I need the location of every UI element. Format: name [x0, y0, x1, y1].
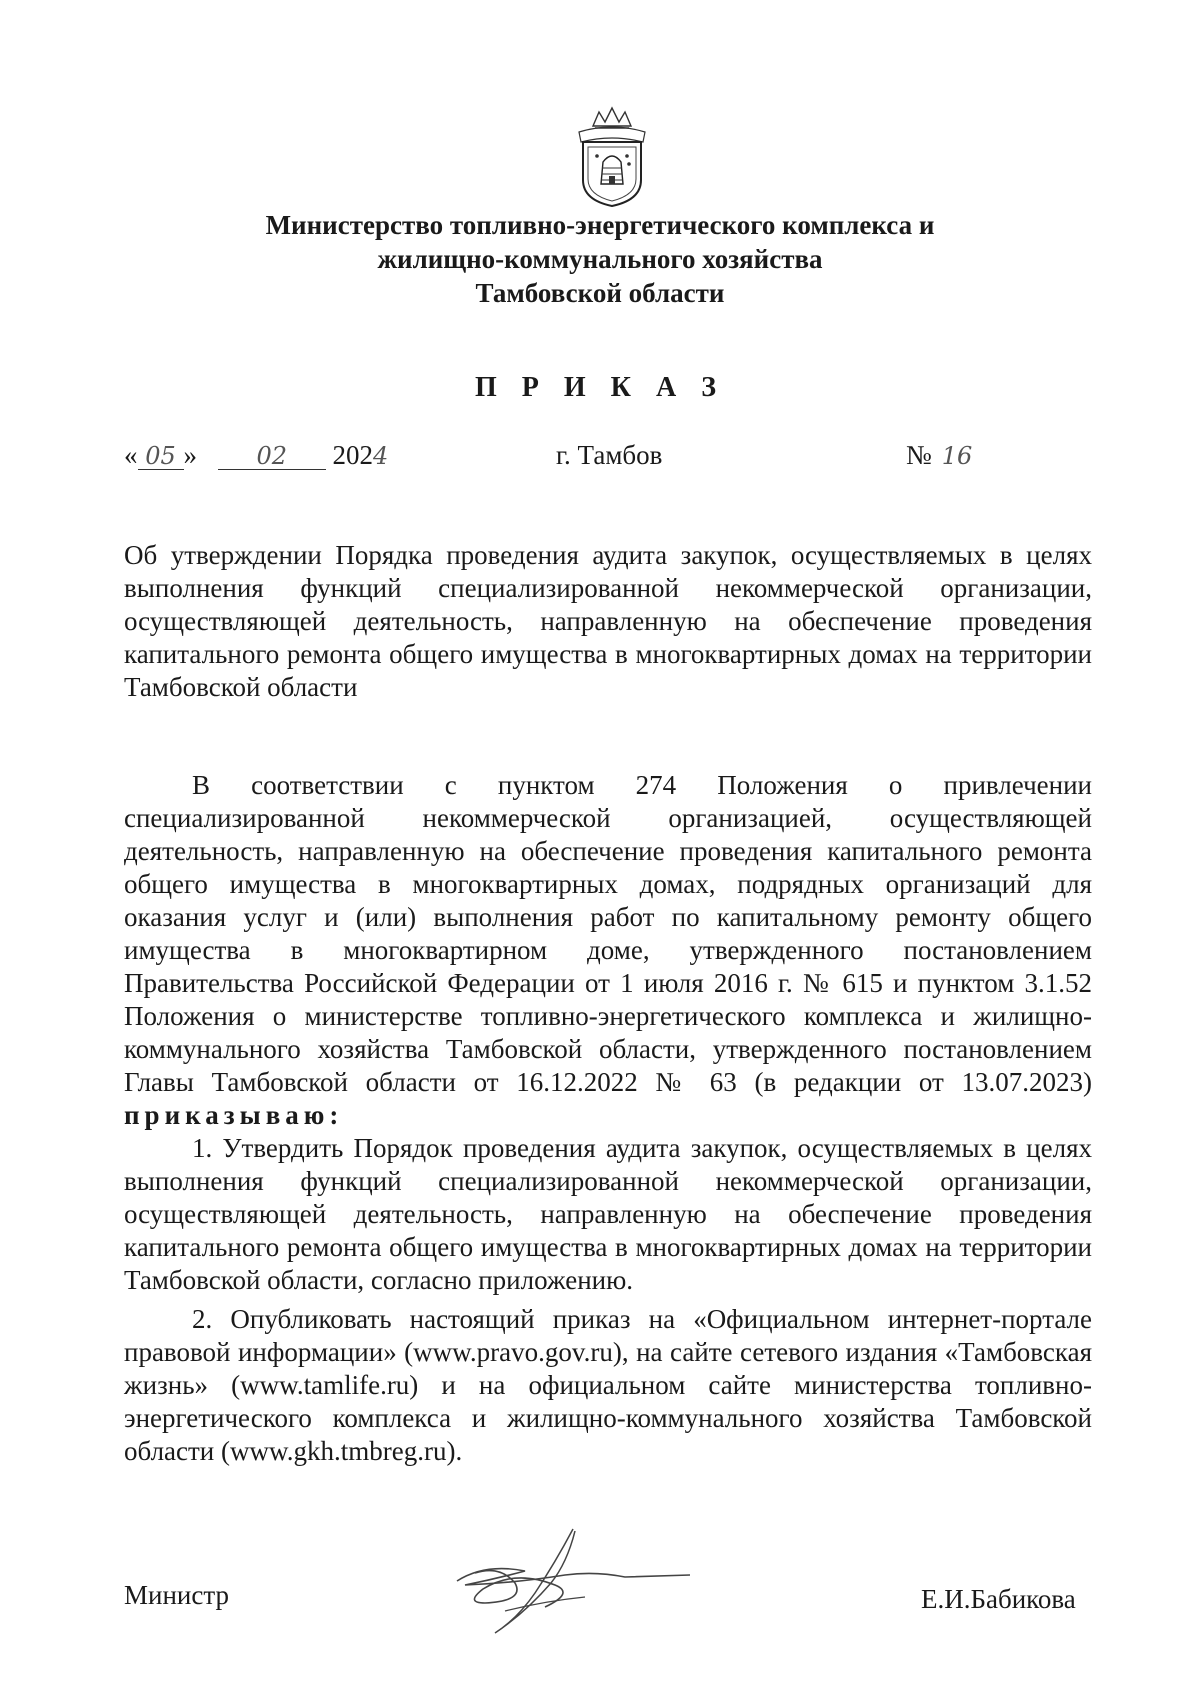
order-subject: Об утверждении Порядка проведения аудита закупок, осуществляемых в целях выполнения функций специализированной некоммерческой организации, осуществляющей деятельность, направленную на обеспечение проведения капитального ремонта общего имущества в многоквартирных домах на территории Тамбовской области: [124, 540, 1092, 702]
header-line-1: Министерство топливно-энергетического комплекса и: [265, 210, 935, 240]
order-word: приказываю: [124, 1100, 330, 1130]
header-line-2: жилищно-коммунального хозяйства: [377, 244, 823, 274]
coat-of-arms-icon: [571, 104, 653, 208]
order-number: [906, 438, 972, 473]
handwritten-signature-icon: [455, 1523, 695, 1643]
order-title: П Р И К А З: [475, 372, 725, 403]
signatory-title: Министр: [124, 1580, 229, 1610]
order-city: г. Тамбов: [556, 440, 663, 470]
signatory-name: Е.И.Бабикова: [921, 1584, 1076, 1614]
header-line-3: Тамбовской области: [475, 278, 725, 308]
date-open-quote: «: [124, 440, 138, 470]
date-year-printed: 202: [332, 440, 373, 470]
preamble-text: В соответствии с пунктом 274 Положения о привлечении специализированной некоммерческой организацией, осуществляющей деятельность, направленную на обеспечение проведения капитального ремонта общего имущества в многоквартирных домах, подрядных организаций для оказания услуг и (или) выполнения работ по капитальному ремонту общего имущества в многоквартирном доме, утвержденного постановлением Правительства Российской Федерации от 1 июля 2016 г. № 615 и пунктом 3.1.52 Положения о министерстве топливно-энергетического комплекса и жилищно-коммунального хозяйства Тамбовской области, утвержденного постановлением Главы Тамбовской области от 16.12.2022 № 63 (в редакции от 13.07.2023): [124, 770, 1092, 1097]
item-1-paragraph: 1. Утвердить Порядок проведения аудита закупок, осуществляемых в целях выполнения функций специализированной некоммерческой организации, осуществляющей деятельность, направленную на обеспечение проведения капитального ремонта общего имущества в многоквартирных домах на территории Тамбовской области, согласно приложению.: [124, 1133, 1092, 1295]
date-day: 05: [138, 443, 184, 470]
date-close-quote: »: [183, 440, 197, 470]
order-date: [124, 438, 388, 473]
date-year-hand: 4: [373, 442, 389, 470]
number-value: 16: [941, 442, 973, 470]
ministry-header: [150, 208, 1050, 310]
number-sign: №: [906, 440, 932, 470]
order-body: [124, 769, 1092, 1468]
order-colon: :: [329, 1100, 339, 1130]
date-month: 02: [218, 443, 326, 470]
preamble-paragraph: [124, 769, 1092, 1132]
item-2-paragraph: 2. Опубликовать настоящий приказ на «Официальном интернет-портале правовой информации» (www.pravo.gov.ru), на сайте сетевого издания «Тамбовская жизнь» (www.tamlife.ru) и на официальном сайте министерства топливно-энергетического комплекса и жилищно-коммунального хозяйства Тамбовской области (www.gkh.tmbreg.ru).: [124, 1304, 1092, 1466]
